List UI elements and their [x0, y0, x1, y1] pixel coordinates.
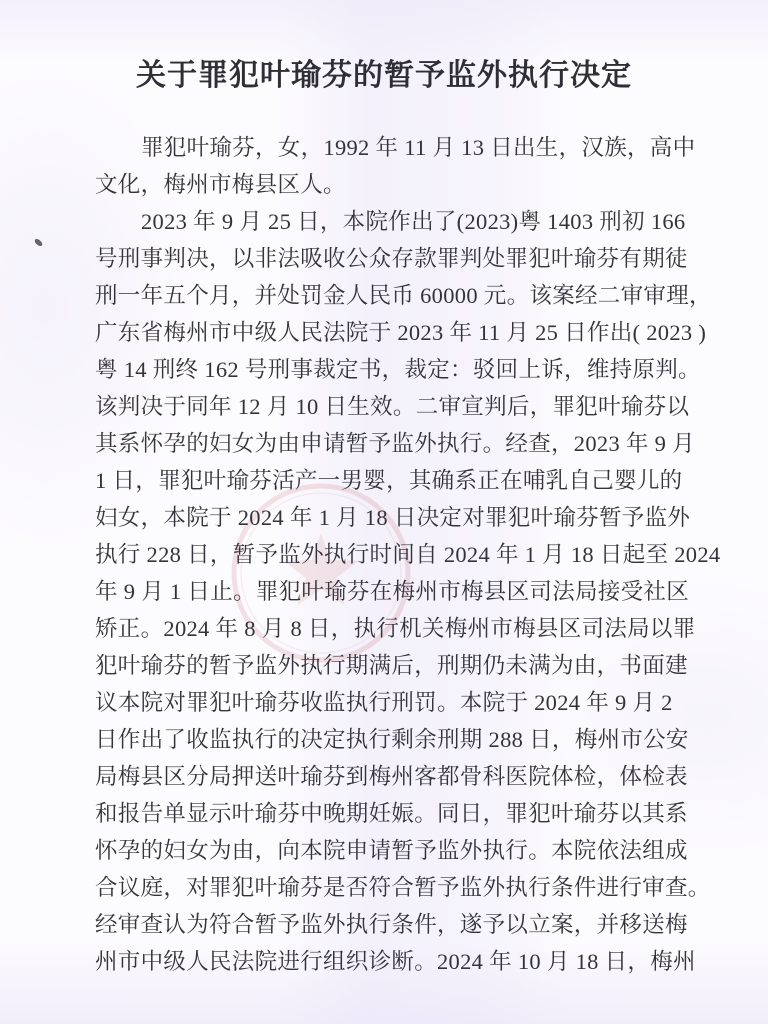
body-line: 罪犯叶瑜芬，女，1992 年 11 月 13 日出生，汉族，高中: [141, 135, 696, 160]
body-line: 文化，梅州市梅县区人。: [95, 172, 346, 197]
body-line: 1 日，罪犯叶瑜芬活产一男婴，其确系正在哺乳自己婴儿的: [95, 468, 683, 493]
body-line: 广东省梅州市中级人民法院于 2023 年 11 月 25 日作出( 2023 ): [95, 320, 707, 345]
body-line: 年 9 月 1 日止。罪犯叶瑜芬在梅州市梅县区司法局接受社区: [95, 579, 690, 604]
body-line: 其系怀孕的妇女为由申请暂予监外执行。经查，2023 年 9 月: [95, 431, 695, 456]
body-line: 怀孕的妇女为由，向本院申请暂予监外执行。本院依法组成: [95, 838, 688, 863]
body-line: 议本院对罪犯叶瑜芬收监执行刑罚。本院于 2024 年 9 月 2: [95, 690, 673, 715]
body-line: 刑一年五个月，并处罚金人民币 60000 元。该案经二审审理，: [95, 283, 712, 308]
body-line: 号刑事判决，以非法吸收公众存款罪判处罪犯叶瑜芬有期徒: [95, 246, 688, 271]
body-line: 矫正。2024 年 8 月 8 日，执行机关梅州市梅县区司法局以罪: [95, 616, 696, 641]
body-line: 州市中级人民法院进行组织诊断。2024 年 10 月 18 日，梅州: [95, 949, 696, 974]
body-line: 2023 年 9 月 25 日，本院作出了(2023)粤 1403 刑初 166: [141, 209, 686, 234]
body-line: 执行 228 日，暂予监外执行时间自 2024 年 1 月 18 日起至 2024: [95, 542, 721, 567]
body-line: 局梅县区分局押送叶瑜芬到梅州客都骨科医院体检，体检表: [95, 764, 688, 789]
body-line: 和报告单显示叶瑜芬中晚期妊娠。同日，罪犯叶瑜芬以其系: [95, 801, 688, 826]
body-line: 该判决于同年 12 月 10 日生效。二审宣判后，罪犯叶瑜芬以: [95, 394, 690, 419]
body-line: 粤 14 刑终 162 号刑事裁定书，裁定：驳回上诉，维持原判。: [95, 357, 701, 382]
document-title: 关于罪犯叶瑜芬的暂予监外执行决定: [136, 59, 632, 92]
body-line: 经审查认为符合暂予监外执行条件，遂予以立案，并移送梅: [95, 912, 688, 937]
body-line: 妇女，本院于 2024 年 1 月 18 日决定对罪犯叶瑜芬暂予监外: [95, 505, 691, 530]
document-body: [95, 129, 721, 980]
ink-speck-artifact: [33, 238, 43, 247]
body-line: 日作出了收监执行的决定执行剩余刑期 288 日，梅州市公安: [95, 727, 689, 752]
body-line: 犯叶瑜芬的暂予监外执行期满后，刑期仍未满为由，书面建: [95, 653, 688, 678]
body-line: 合议庭，对罪犯叶瑜芬是否符合暂予监外执行条件进行审查。: [95, 875, 711, 900]
